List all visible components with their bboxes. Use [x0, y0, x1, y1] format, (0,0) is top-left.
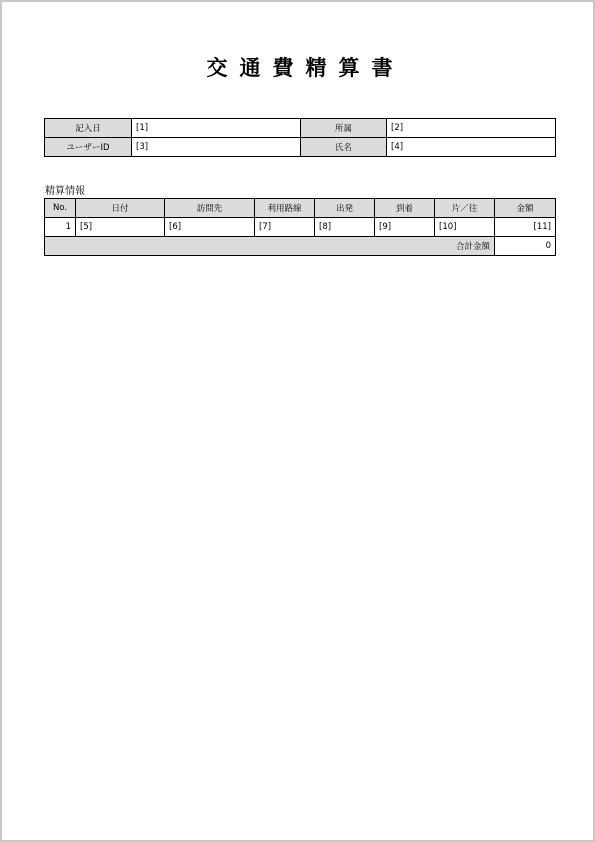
user-id-value: [3] — [132, 138, 301, 157]
department-value: [2] — [387, 119, 556, 138]
col-header-departure: 出発 — [315, 199, 375, 218]
total-row — [45, 237, 556, 256]
total-label: 合計金額 — [45, 237, 495, 256]
name-label: 氏名 — [301, 138, 387, 157]
col-header-route: 利用路線 — [255, 199, 315, 218]
entry-date-label: 記入日 — [45, 119, 132, 138]
document-title: 交通費精算書 — [206, 56, 405, 80]
info-row — [45, 119, 556, 138]
row-arrival: [9] — [375, 218, 435, 237]
settlement-table — [44, 198, 556, 256]
name-value: [4] — [387, 138, 556, 157]
entry-date-value: [1] — [132, 119, 301, 138]
row-amount: [11] — [495, 218, 556, 237]
col-header-arrival: 到着 — [375, 199, 435, 218]
row-route: [7] — [255, 218, 315, 237]
row-trip-type: [10] — [435, 218, 495, 237]
info-row — [45, 138, 556, 157]
settlement-heading: 精算情報 — [45, 186, 85, 197]
col-header-destination: 訪問先 — [165, 199, 255, 218]
col-header-trip-type: 片／往 — [435, 199, 495, 218]
row-destination: [6] — [165, 218, 255, 237]
row-departure: [8] — [315, 218, 375, 237]
department-label: 所属 — [301, 119, 387, 138]
col-header-amount: 金額 — [495, 199, 556, 218]
row-no: 1 — [45, 218, 76, 237]
row-date: [5] — [76, 218, 165, 237]
col-header-no: No. — [45, 199, 76, 218]
user-id-label: ユーザーID — [45, 138, 132, 157]
col-header-date: 日付 — [76, 199, 165, 218]
info-table — [44, 118, 556, 157]
table-row — [45, 218, 556, 237]
table-header-row — [45, 199, 556, 218]
total-value: 0 — [495, 237, 556, 256]
